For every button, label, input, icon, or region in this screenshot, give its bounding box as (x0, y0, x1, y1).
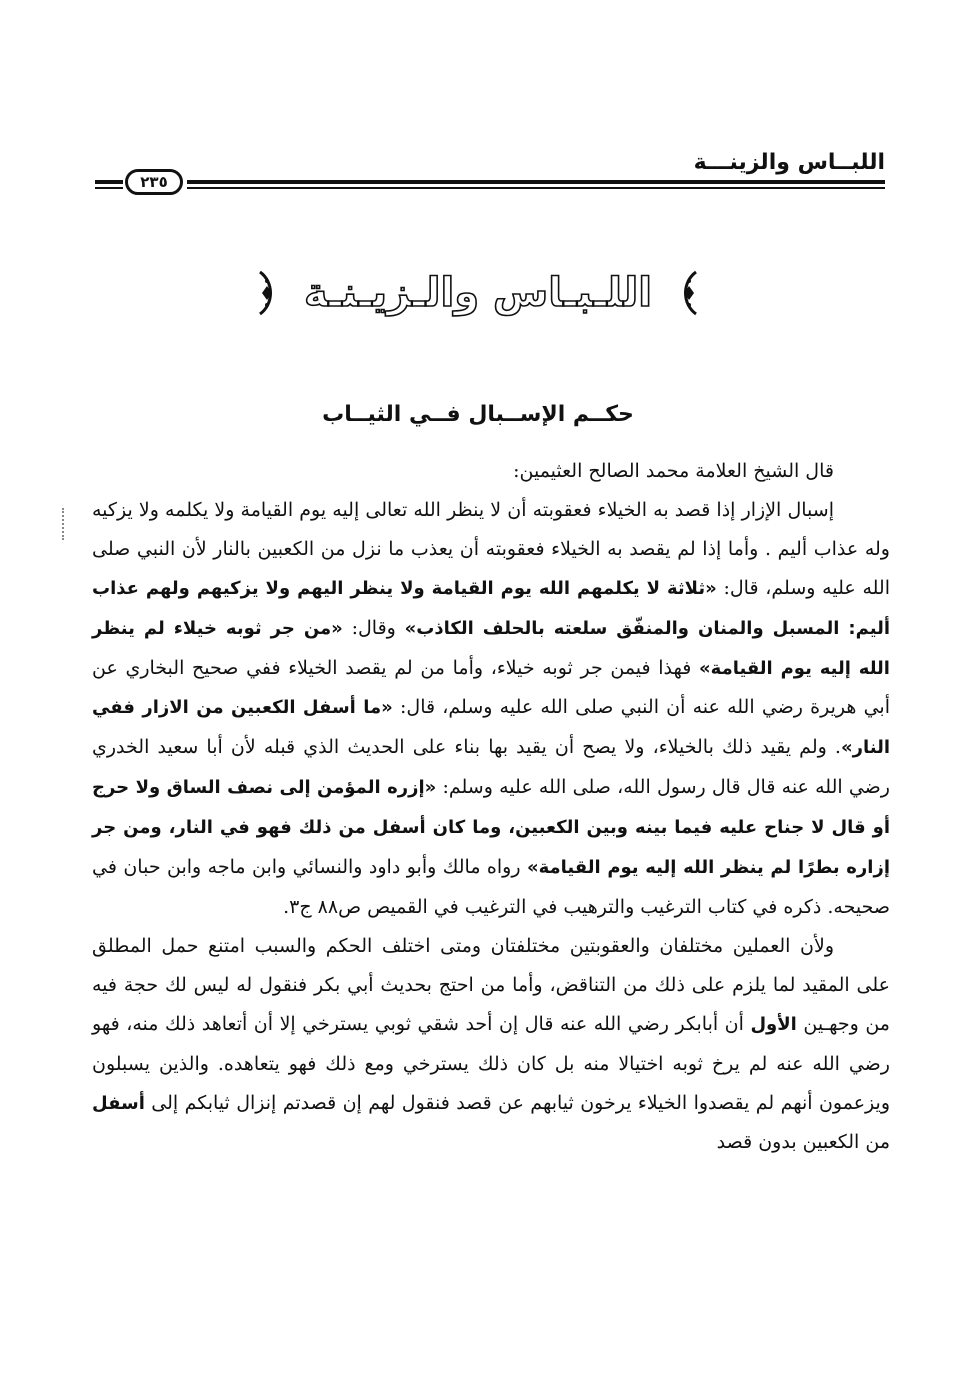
hadith-quote: «من جر ثوبه خيلاء لم ينظر الله إليه يوم القيامة» (92, 617, 890, 679)
text-run: أن أبابكر رضي الله عنه قال إن أحد شقي ثوبي يسترخي إلا أن أتعاهد ذلك منه، فهو رضي الله عنه لم يرخ ثوبه اختيالا منه بل كان ذلك يسترخي ومع ذلك فهو يتعاهده. والذين يسبلون ويزعمون أنهم لم يقصدوا الخيلاء يرخون ثيابهم عن قصد فنقول لهم إن قصدتم إنزال ثيابكم إلى (92, 1012, 890, 1114)
hadith-quote: «إزره المؤمن إلى نصف الساق ولا حرج أو قال لا جناح عليه فيما بينه وبين الكعبين، وما كان أسفل من ذلك فهو في النار، ومن جر إزاره بطرًا لم ينظر الله إليه يوم القيامة» (92, 777, 890, 879)
hadith-quote: «ما أسفل الكعبين من الازار ففي النار» (92, 697, 890, 759)
header-rule-thick (187, 180, 885, 184)
text-run: ولأن العملين مختلفان والعقوبتين مختلفتان ومتى اختلف الحكم والسبب امتنع حمل المطلق على المقيد لما يلزم على ذلك من التناقض، وأما من احتج بحديث أبي بكر فنقول له ليس لك حجة فيه من وجهـين (92, 934, 890, 1035)
running-title: اللبــاس والزينـــة (693, 150, 885, 175)
page-header (95, 150, 885, 200)
ornament-right-icon (674, 270, 704, 316)
chapter-heading (0, 270, 956, 340)
paragraph-intro: قال الشيخ العلامة محمد الصالح العثيمين: (513, 460, 834, 482)
bold-term: أسفل (92, 1092, 145, 1114)
text-run: فهذا فيمن جر ثوبه خيلاء، وأما من لم يقصد الخيلاء ففي صحيح البخاري عن أبي هريرة رضي الله عنه أن النبي صلى الله عليه وسلم، قال: (92, 656, 890, 719)
page-number-badge: ٢٣٥ (125, 169, 183, 195)
body-text (92, 452, 890, 1162)
chapter-title: اللـبـاس والـزيـنـة (304, 270, 652, 316)
header-rule-thin (187, 187, 885, 189)
text-run: رواه مالك وأبو داود والنسائي وابن ماجه وابن حبان في صحيحه. ذكره في كتاب الترغيب والترهيب في الترغيب في القميص ص٨٨ ج٣. (92, 856, 890, 918)
text-run: إسبال الإزار إذا قصد به الخيلاء فعقوبته أن لا ينظر الله تعالى إليه يوم القيامة ولا يكلمه ولا يزكيه وله عذاب أليم . وأما إذا لم يقصد به الخيلاء فعقوبته أن يعذب ما نزل من الكعبين بالنار لأن النبي صلى الله عليه وسلم، قال: (92, 498, 890, 599)
text-run: وقال: (342, 616, 405, 639)
text-run: من الكعبين بدون قصد (716, 1131, 890, 1154)
hadith-quote: «ثلاثة لا يكلمهم الله يوم القيامة ولا ينظر اليهم ولا يزكيهم ولهم عذاب أليم: المسبل والمنان والمنفّق سلعته بالحلف الكاذب» (92, 577, 890, 639)
header-rule-stub-thin (95, 187, 123, 189)
text-run: . ولم يقيد ذلك بالخيلاء، ولا يصح أن يقيد بها بناء على الحديث الذي قبله لأن أبا سعيد الخدري رضي الله عنه قال قال رسول الله، صلى الله عليه وسلم: (92, 736, 890, 799)
ornament-left-icon (252, 270, 282, 316)
bold-term: الأول (750, 1013, 797, 1035)
paragraph-argument (92, 927, 890, 1162)
margin-mark (62, 508, 66, 540)
paragraph-main (92, 491, 890, 927)
section-title: حكــم الإســبال فــي الثيــاب (322, 402, 634, 427)
header-rule-stub-thick (95, 180, 123, 184)
